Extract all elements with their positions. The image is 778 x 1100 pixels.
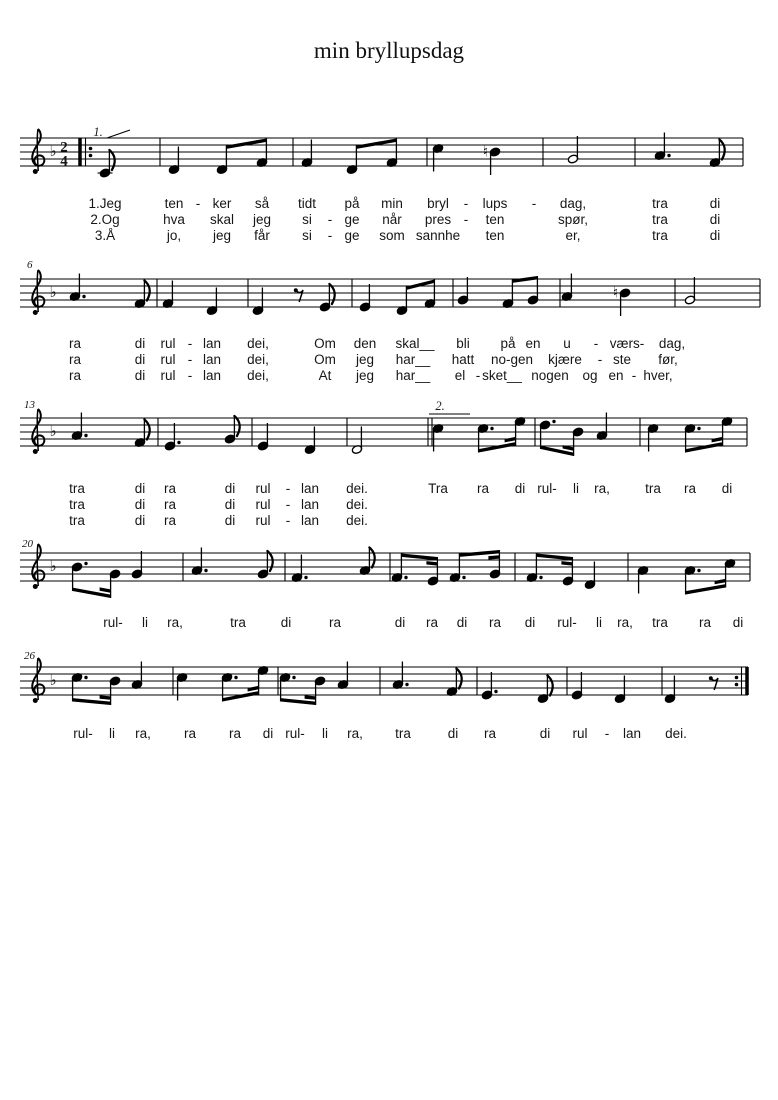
beam xyxy=(512,276,537,283)
lyric-syllable: di xyxy=(134,336,146,351)
augmentation-dot xyxy=(204,569,207,572)
lyric-syllable: ra xyxy=(228,726,242,741)
lyric-syllable: di xyxy=(134,497,146,512)
lyric-syllable: jeg xyxy=(252,212,272,227)
treble-clef-icon xyxy=(37,658,38,700)
repeat-dots xyxy=(735,676,739,680)
flat-sign: ♭ xyxy=(49,283,57,301)
lyric-syllable: ten xyxy=(485,212,505,227)
lyric-syllable: har__ xyxy=(395,368,431,383)
lyric-syllable: jeg xyxy=(212,228,232,243)
lyric-syllable: ste xyxy=(612,352,632,367)
lyric-syllable: bli xyxy=(456,336,470,351)
lyric-syllable: ra, xyxy=(617,615,633,630)
beam xyxy=(356,139,396,149)
lyric-syllable: di xyxy=(709,196,721,211)
augmentation-dot xyxy=(462,576,465,579)
beam xyxy=(401,554,437,561)
eighth-flag xyxy=(234,416,239,436)
lyric-syllable: og xyxy=(582,368,598,383)
lyric-syllable: har__ xyxy=(395,352,431,367)
lyric-syllable: lups xyxy=(482,196,508,211)
treble-clef-icon xyxy=(33,698,38,703)
lyric-syllable: dei, xyxy=(247,352,269,367)
lyric-syllable: tra xyxy=(652,212,668,227)
lyric-syllable: jeg xyxy=(355,368,375,383)
lyric-syllable: bryl xyxy=(427,196,449,211)
augmentation-dot xyxy=(84,562,87,565)
page-title: min bryllupsdag xyxy=(313,38,465,63)
beam xyxy=(223,691,259,701)
repeat-dots xyxy=(89,147,93,151)
lyric-syllable: tra xyxy=(652,615,668,630)
augmentation-dot xyxy=(494,690,497,693)
augmentation-dot xyxy=(539,576,542,579)
lyric-syllable: - xyxy=(475,368,481,383)
lyric-syllable: - xyxy=(285,513,291,528)
lyric-syllable: di xyxy=(514,481,526,496)
eighth-flag xyxy=(109,150,114,170)
lyric-syllable: di xyxy=(134,368,146,383)
lyric-syllable: en xyxy=(525,336,541,351)
lyric-syllable: rul xyxy=(255,497,271,512)
lyric-syllable: el xyxy=(454,368,466,383)
lyric-syllable: tra xyxy=(652,228,668,243)
lyric-syllable: - xyxy=(187,352,193,367)
lyric-syllable: - xyxy=(187,368,193,383)
lyric-syllable: di xyxy=(524,615,536,630)
beam-sixteenth xyxy=(426,561,437,565)
beam xyxy=(686,584,726,594)
eighth-flag xyxy=(719,140,724,160)
lyric-syllable: ra xyxy=(183,726,197,741)
measure-number: 20 xyxy=(22,538,33,550)
lyric-syllable: 2.Og xyxy=(90,212,120,227)
lyric-syllable: - xyxy=(463,212,469,227)
lyric-syllable: dei, xyxy=(247,336,269,351)
lyric-syllable: tidt xyxy=(297,196,317,211)
augmentation-dot xyxy=(667,154,670,157)
lyric-syllable: lan xyxy=(202,336,222,351)
measure-number: 26 xyxy=(24,650,35,662)
lyric-syllable: di xyxy=(732,615,744,630)
lyric-syllable: nogen xyxy=(531,368,569,383)
lyric-syllable: rul xyxy=(255,513,271,528)
lyric-syllable: - xyxy=(463,196,469,211)
beam-sixteenth xyxy=(305,695,316,700)
lyric-syllable: si xyxy=(302,228,312,243)
lyric-syllable: tra xyxy=(69,481,85,496)
lyric-syllable: jo, xyxy=(166,228,182,243)
lyric-syllable: på xyxy=(344,196,360,211)
beam-sixteenth xyxy=(100,695,111,699)
lyric-syllable: di xyxy=(134,481,146,496)
lyric-syllable: si xyxy=(302,212,312,227)
lyric-syllable: ra, xyxy=(167,615,183,630)
lyric-syllable: ra xyxy=(68,336,82,351)
lyric-syllable: u xyxy=(563,336,571,351)
lyric-syllable: Om xyxy=(314,352,336,367)
lyric-syllable: ra xyxy=(163,513,177,528)
lyric-syllable: rul xyxy=(255,481,271,496)
lyric-syllable: Tra xyxy=(428,481,448,496)
lyric-syllable: - xyxy=(531,196,537,211)
lyric-syllable: ra xyxy=(683,481,697,496)
augmentation-dot xyxy=(697,569,700,572)
lyric-syllable: værs- xyxy=(609,336,645,351)
beam-sixteenth xyxy=(712,437,723,442)
lyric-syllable: ra xyxy=(68,352,82,367)
lyric-syllable: rul- xyxy=(557,615,577,630)
lyric-syllable: - xyxy=(604,726,610,741)
lyric-syllable: di xyxy=(280,615,292,630)
eighth-flag xyxy=(144,281,149,301)
lyric-syllable: rul- xyxy=(73,726,93,741)
lyric-syllable: rul xyxy=(572,726,588,741)
natural-sign: ♮ xyxy=(482,142,489,161)
lyric-syllable: rul xyxy=(160,352,176,367)
lyric-syllable: sket__ xyxy=(482,368,522,383)
lyric-syllable: di xyxy=(134,513,146,528)
lyric-syllable: di xyxy=(224,497,236,512)
lyric-syllable: 3.Å xyxy=(94,228,116,243)
augmentation-dot xyxy=(404,576,407,579)
lyric-syllable: tra xyxy=(652,196,668,211)
lyric-syllable: rul- xyxy=(537,481,557,496)
measure-number: 13 xyxy=(24,399,35,411)
lyric-syllable: dei. xyxy=(346,513,368,528)
lyric-syllable: ker xyxy=(212,196,232,211)
augmentation-dot xyxy=(405,683,408,686)
lyric-syllable: - xyxy=(597,352,603,367)
lyric-syllable: som xyxy=(379,228,405,243)
beam-sixteenth xyxy=(248,686,259,692)
lyric-syllable: no-gen xyxy=(490,352,534,367)
lyric-syllable: min xyxy=(381,196,403,211)
lyric-syllable: dag, xyxy=(658,336,686,351)
treble-clef-icon xyxy=(37,270,38,312)
lyric-syllable: før, xyxy=(658,352,678,367)
lyric-syllable: dei, xyxy=(247,368,269,383)
augmentation-dot xyxy=(82,295,85,298)
eighth-flag xyxy=(267,551,272,571)
lyric-syllable: li xyxy=(573,481,579,496)
lyric-syllable: di xyxy=(394,615,406,630)
lyric-syllable: - xyxy=(631,368,637,383)
beam-sixteenth xyxy=(100,587,111,592)
lyric-syllable: di xyxy=(709,228,721,243)
lyric-syllable: di xyxy=(709,212,721,227)
lyric-syllable: hver, xyxy=(643,368,673,383)
lyric-syllable: skal__ xyxy=(395,336,435,351)
measure-number: 6 xyxy=(27,259,33,271)
augmentation-dot xyxy=(234,676,237,679)
lyric-syllable: kjære xyxy=(548,352,582,367)
lyric-syllable: li xyxy=(142,615,148,630)
lyric-syllable: - xyxy=(327,212,333,227)
lyric-syllable: di xyxy=(721,481,733,496)
augmentation-dot xyxy=(552,420,555,423)
lyric-syllable: - xyxy=(285,481,291,496)
volta-bracket xyxy=(107,130,130,138)
lyric-syllable: ra xyxy=(163,481,177,496)
lyric-syllable: skal xyxy=(209,212,235,227)
lyric-syllable: lan xyxy=(202,352,222,367)
lyric-syllable: dei. xyxy=(346,497,368,512)
lyric-syllable: lan xyxy=(622,726,642,741)
augmentation-dot xyxy=(84,434,87,437)
lyric-syllable: ten xyxy=(485,228,505,243)
lyric-syllable: li xyxy=(596,615,602,630)
lyric-syllable: dag, xyxy=(559,196,587,211)
lyric-syllable: ra, xyxy=(347,726,363,741)
lyric-syllable: dei. xyxy=(665,726,687,741)
eighth-flag xyxy=(329,284,334,304)
lyric-syllable: tra xyxy=(69,513,85,528)
treble-clef-icon xyxy=(37,129,38,171)
lyric-syllable: er, xyxy=(565,228,581,243)
time-signature-numerator: 2 xyxy=(60,139,68,156)
lyric-syllable: pres xyxy=(424,212,452,227)
augmentation-dot xyxy=(177,441,180,444)
lyric-syllable: lan xyxy=(300,513,320,528)
beam-sixteenth xyxy=(715,579,726,584)
lyric-syllable: 1.Jeg xyxy=(88,196,122,211)
lyric-syllable: når xyxy=(382,212,402,227)
lyric-syllable: di xyxy=(224,481,236,496)
lyric-syllable: ra xyxy=(328,615,342,630)
eighth-flag xyxy=(456,669,461,689)
beam xyxy=(479,442,516,452)
lyric-syllable: ra xyxy=(68,368,82,383)
beam xyxy=(226,139,266,149)
lyric-syllable: rul xyxy=(160,368,176,383)
lyric-syllable: ra xyxy=(698,615,712,630)
eighth-flag xyxy=(369,548,374,568)
lyric-syllable: ra xyxy=(476,481,490,496)
time-signature-denominator: 4 xyxy=(60,153,68,170)
lyric-syllable: dei. xyxy=(346,481,368,496)
repeat-dots xyxy=(735,683,739,687)
lyric-syllable: ra xyxy=(483,726,497,741)
treble-clef-icon xyxy=(33,584,38,589)
lyric-syllable: rul- xyxy=(285,726,305,741)
lyric-syllable: jeg xyxy=(355,352,375,367)
augmentation-dot xyxy=(697,427,700,430)
lyric-syllable: en xyxy=(608,368,624,383)
augmentation-dot xyxy=(84,676,87,679)
augmentation-dot xyxy=(490,427,493,430)
lyric-syllable: spør, xyxy=(557,212,589,227)
lyric-syllable: rul- xyxy=(103,615,123,630)
lyric-syllable: - xyxy=(187,336,193,351)
lyric-syllable: At xyxy=(318,368,332,383)
lyric-syllable: di xyxy=(134,352,146,367)
augmentation-dot xyxy=(304,576,307,579)
natural-sign: ♮ xyxy=(612,283,619,302)
treble-clef-icon xyxy=(37,409,38,451)
lyric-syllable: - xyxy=(285,497,291,512)
lyric-syllable: ra xyxy=(425,615,439,630)
lyric-syllable: ge xyxy=(344,228,360,243)
eighth-flag xyxy=(144,420,149,440)
lyric-syllable: hva xyxy=(163,212,185,227)
beam xyxy=(536,554,572,561)
volta-label: 2. xyxy=(435,399,445,413)
lyric-syllable: tra xyxy=(230,615,246,630)
lyric-syllable: lan xyxy=(300,497,320,512)
treble-clef-icon xyxy=(33,449,38,454)
lyric-syllable: di xyxy=(262,726,274,741)
lyric-syllable: - xyxy=(593,336,599,351)
lyric-syllable: sannhe xyxy=(415,228,461,243)
flat-sign: ♭ xyxy=(49,557,57,575)
beam-sixteenth xyxy=(488,555,499,559)
eighth-flag xyxy=(547,676,552,696)
lyric-syllable: den xyxy=(353,336,377,351)
lyric-syllable: ten xyxy=(164,196,184,211)
lyric-syllable: tra xyxy=(645,481,661,496)
lyric-syllable: får xyxy=(254,228,270,243)
beam xyxy=(686,442,723,452)
lyric-syllable: ra, xyxy=(135,726,151,741)
treble-clef-icon xyxy=(33,310,38,315)
lyric-syllable: lan xyxy=(202,368,222,383)
beam xyxy=(406,280,434,290)
treble-clef-icon xyxy=(33,169,38,174)
lyric-syllable: di xyxy=(447,726,459,741)
volta-label: 1. xyxy=(93,125,103,139)
lyric-syllable: på xyxy=(500,336,516,351)
lyric-syllable: lan xyxy=(300,481,320,496)
lyric-syllable: li xyxy=(109,726,115,741)
lyric-syllable: di xyxy=(456,615,468,630)
flat-sign: ♭ xyxy=(49,142,57,160)
lyric-syllable: di xyxy=(539,726,551,741)
lyric-syllable: li xyxy=(322,726,328,741)
augmentation-dot xyxy=(292,676,295,679)
lyric-syllable: ra xyxy=(163,497,177,512)
lyric-syllable: - xyxy=(195,196,201,211)
repeat-dots xyxy=(89,154,93,158)
lyric-syllable: - xyxy=(327,228,333,243)
lyric-syllable: hatt xyxy=(451,352,475,367)
treble-clef-icon xyxy=(37,544,38,586)
lyric-syllable: di xyxy=(224,513,236,528)
flat-sign: ♭ xyxy=(49,422,57,440)
lyric-syllable: ra xyxy=(488,615,502,630)
lyric-syllable: ge xyxy=(344,212,360,227)
lyric-syllable: rul xyxy=(160,336,176,351)
lyric-syllable: ra, xyxy=(594,481,610,496)
beam-sixteenth xyxy=(505,437,516,442)
lyric-syllable: tra xyxy=(395,726,411,741)
beam-sixteenth xyxy=(561,561,572,565)
lyric-syllable: tra xyxy=(69,497,85,512)
lyric-syllable: så xyxy=(254,196,270,211)
flat-sign: ♭ xyxy=(49,671,57,689)
lyric-syllable: Om xyxy=(314,336,336,351)
